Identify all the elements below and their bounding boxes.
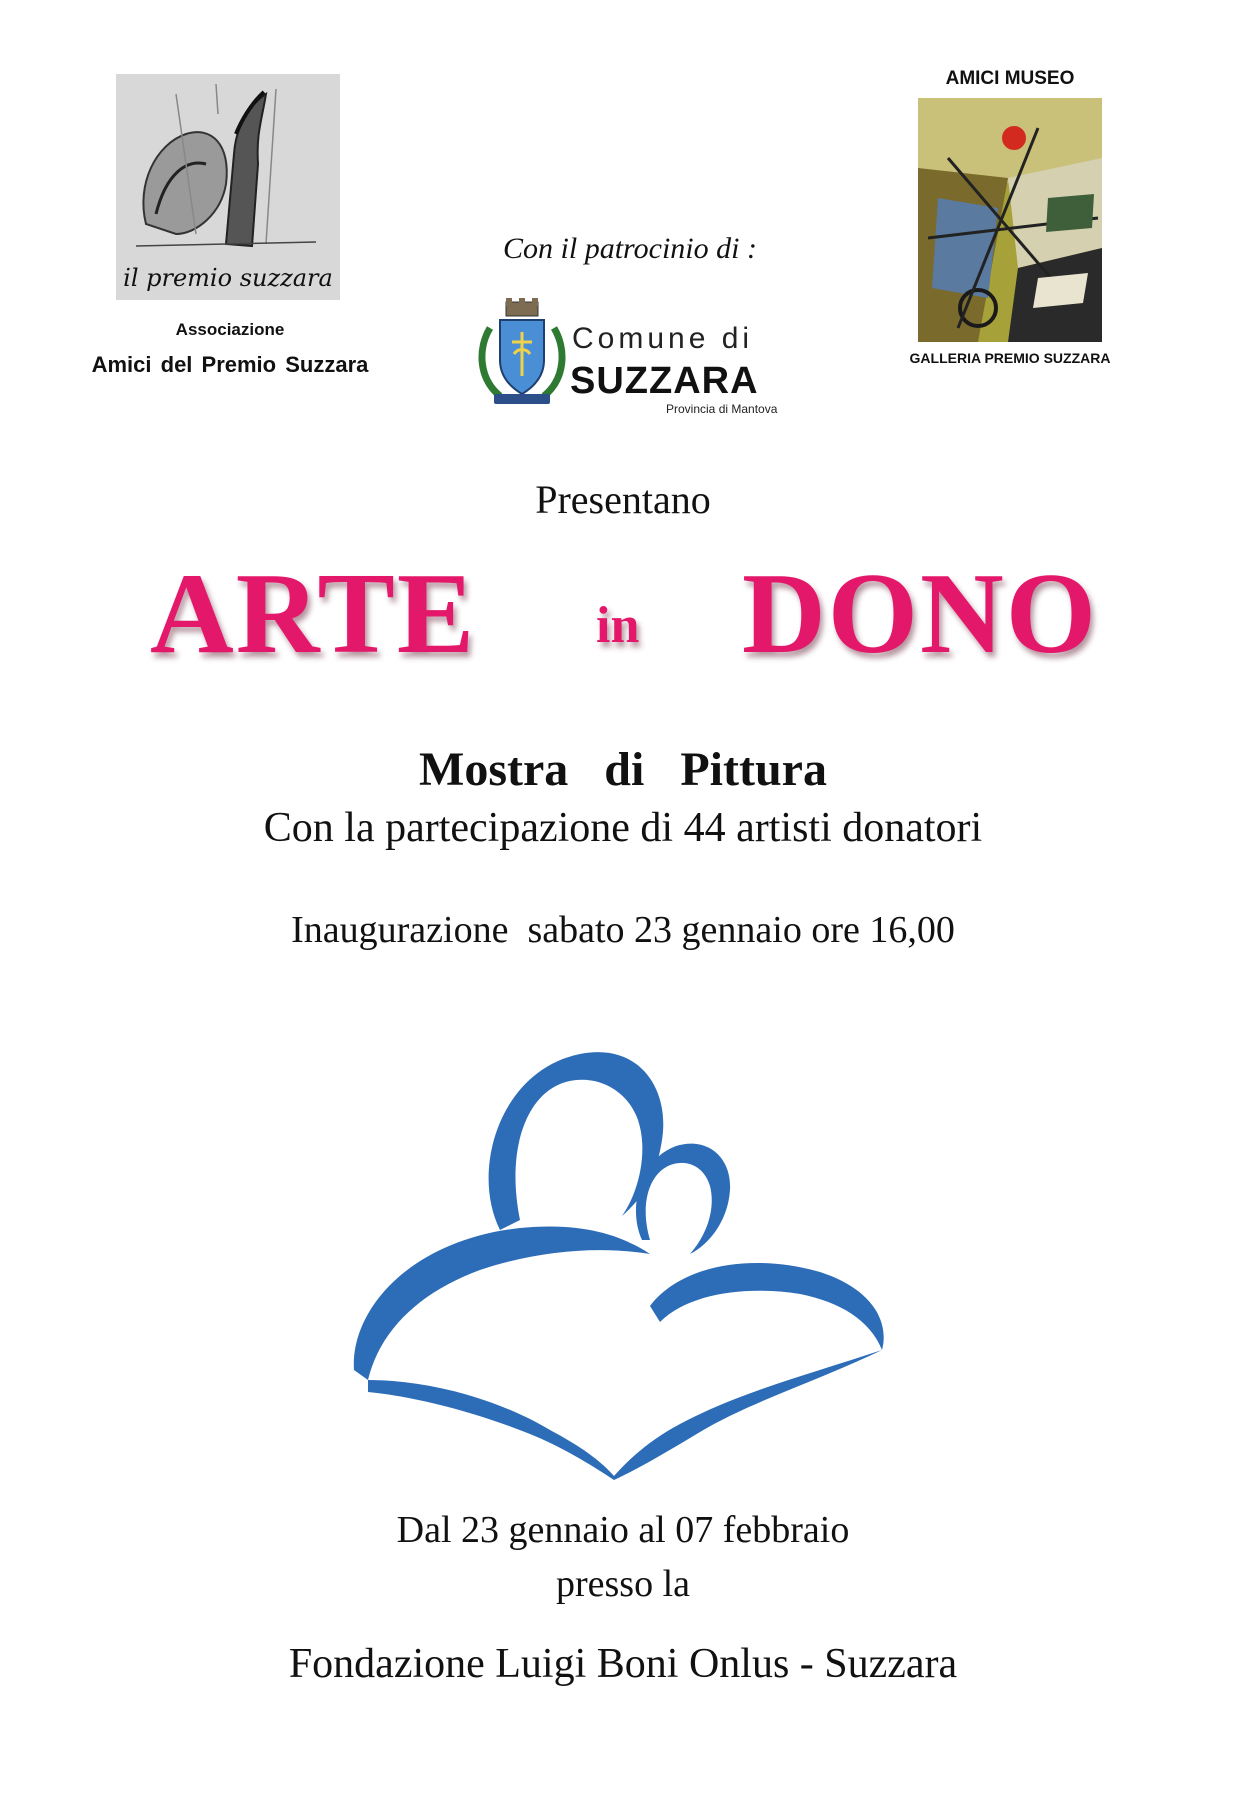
museum-caption: GALLERIA PREMIO SUZZARA bbox=[909, 350, 1111, 366]
association-label: Associazione bbox=[175, 320, 285, 339]
mother-child-book-icon bbox=[350, 1040, 890, 1480]
museum-painting-image bbox=[918, 98, 1102, 342]
coat-of-arms-icon bbox=[476, 298, 568, 410]
title-word-arte: ARTE bbox=[150, 550, 477, 678]
patronage-intro: Con il patrocinio di : bbox=[503, 232, 757, 265]
premio-suzzara-logo bbox=[116, 74, 340, 300]
event-participation: Con la partecipazione di 44 artisti donatori bbox=[263, 805, 983, 851]
event-inauguration: Inaugurazione sabato 23 gennaio ore 16,00 bbox=[291, 909, 955, 951]
museum-title: AMICI MUSEO bbox=[945, 68, 1075, 89]
comune-name: SUZZARA bbox=[570, 360, 759, 402]
comune-province: Provincia di Mantova bbox=[666, 402, 778, 416]
event-subtitle: Mostra di Pittura bbox=[419, 743, 827, 796]
venue-name: Fondazione Luigi Boni Onlus - Suzzara bbox=[288, 1641, 958, 1687]
exhibition-dates: Dal 23 gennaio al 07 febbraio bbox=[396, 1509, 850, 1551]
presso-text: presso la bbox=[555, 1563, 691, 1605]
title-word-dono: DONO bbox=[742, 550, 1098, 678]
association-name: Amici del Premio Suzzara bbox=[91, 352, 369, 377]
sculpture-sketch-icon bbox=[116, 74, 340, 300]
signature-text: il premio suzzara bbox=[123, 264, 333, 292]
comune-label: Comune di bbox=[572, 322, 754, 355]
title-word-in: in bbox=[596, 597, 640, 654]
presentano-text: Presentano bbox=[535, 477, 711, 522]
